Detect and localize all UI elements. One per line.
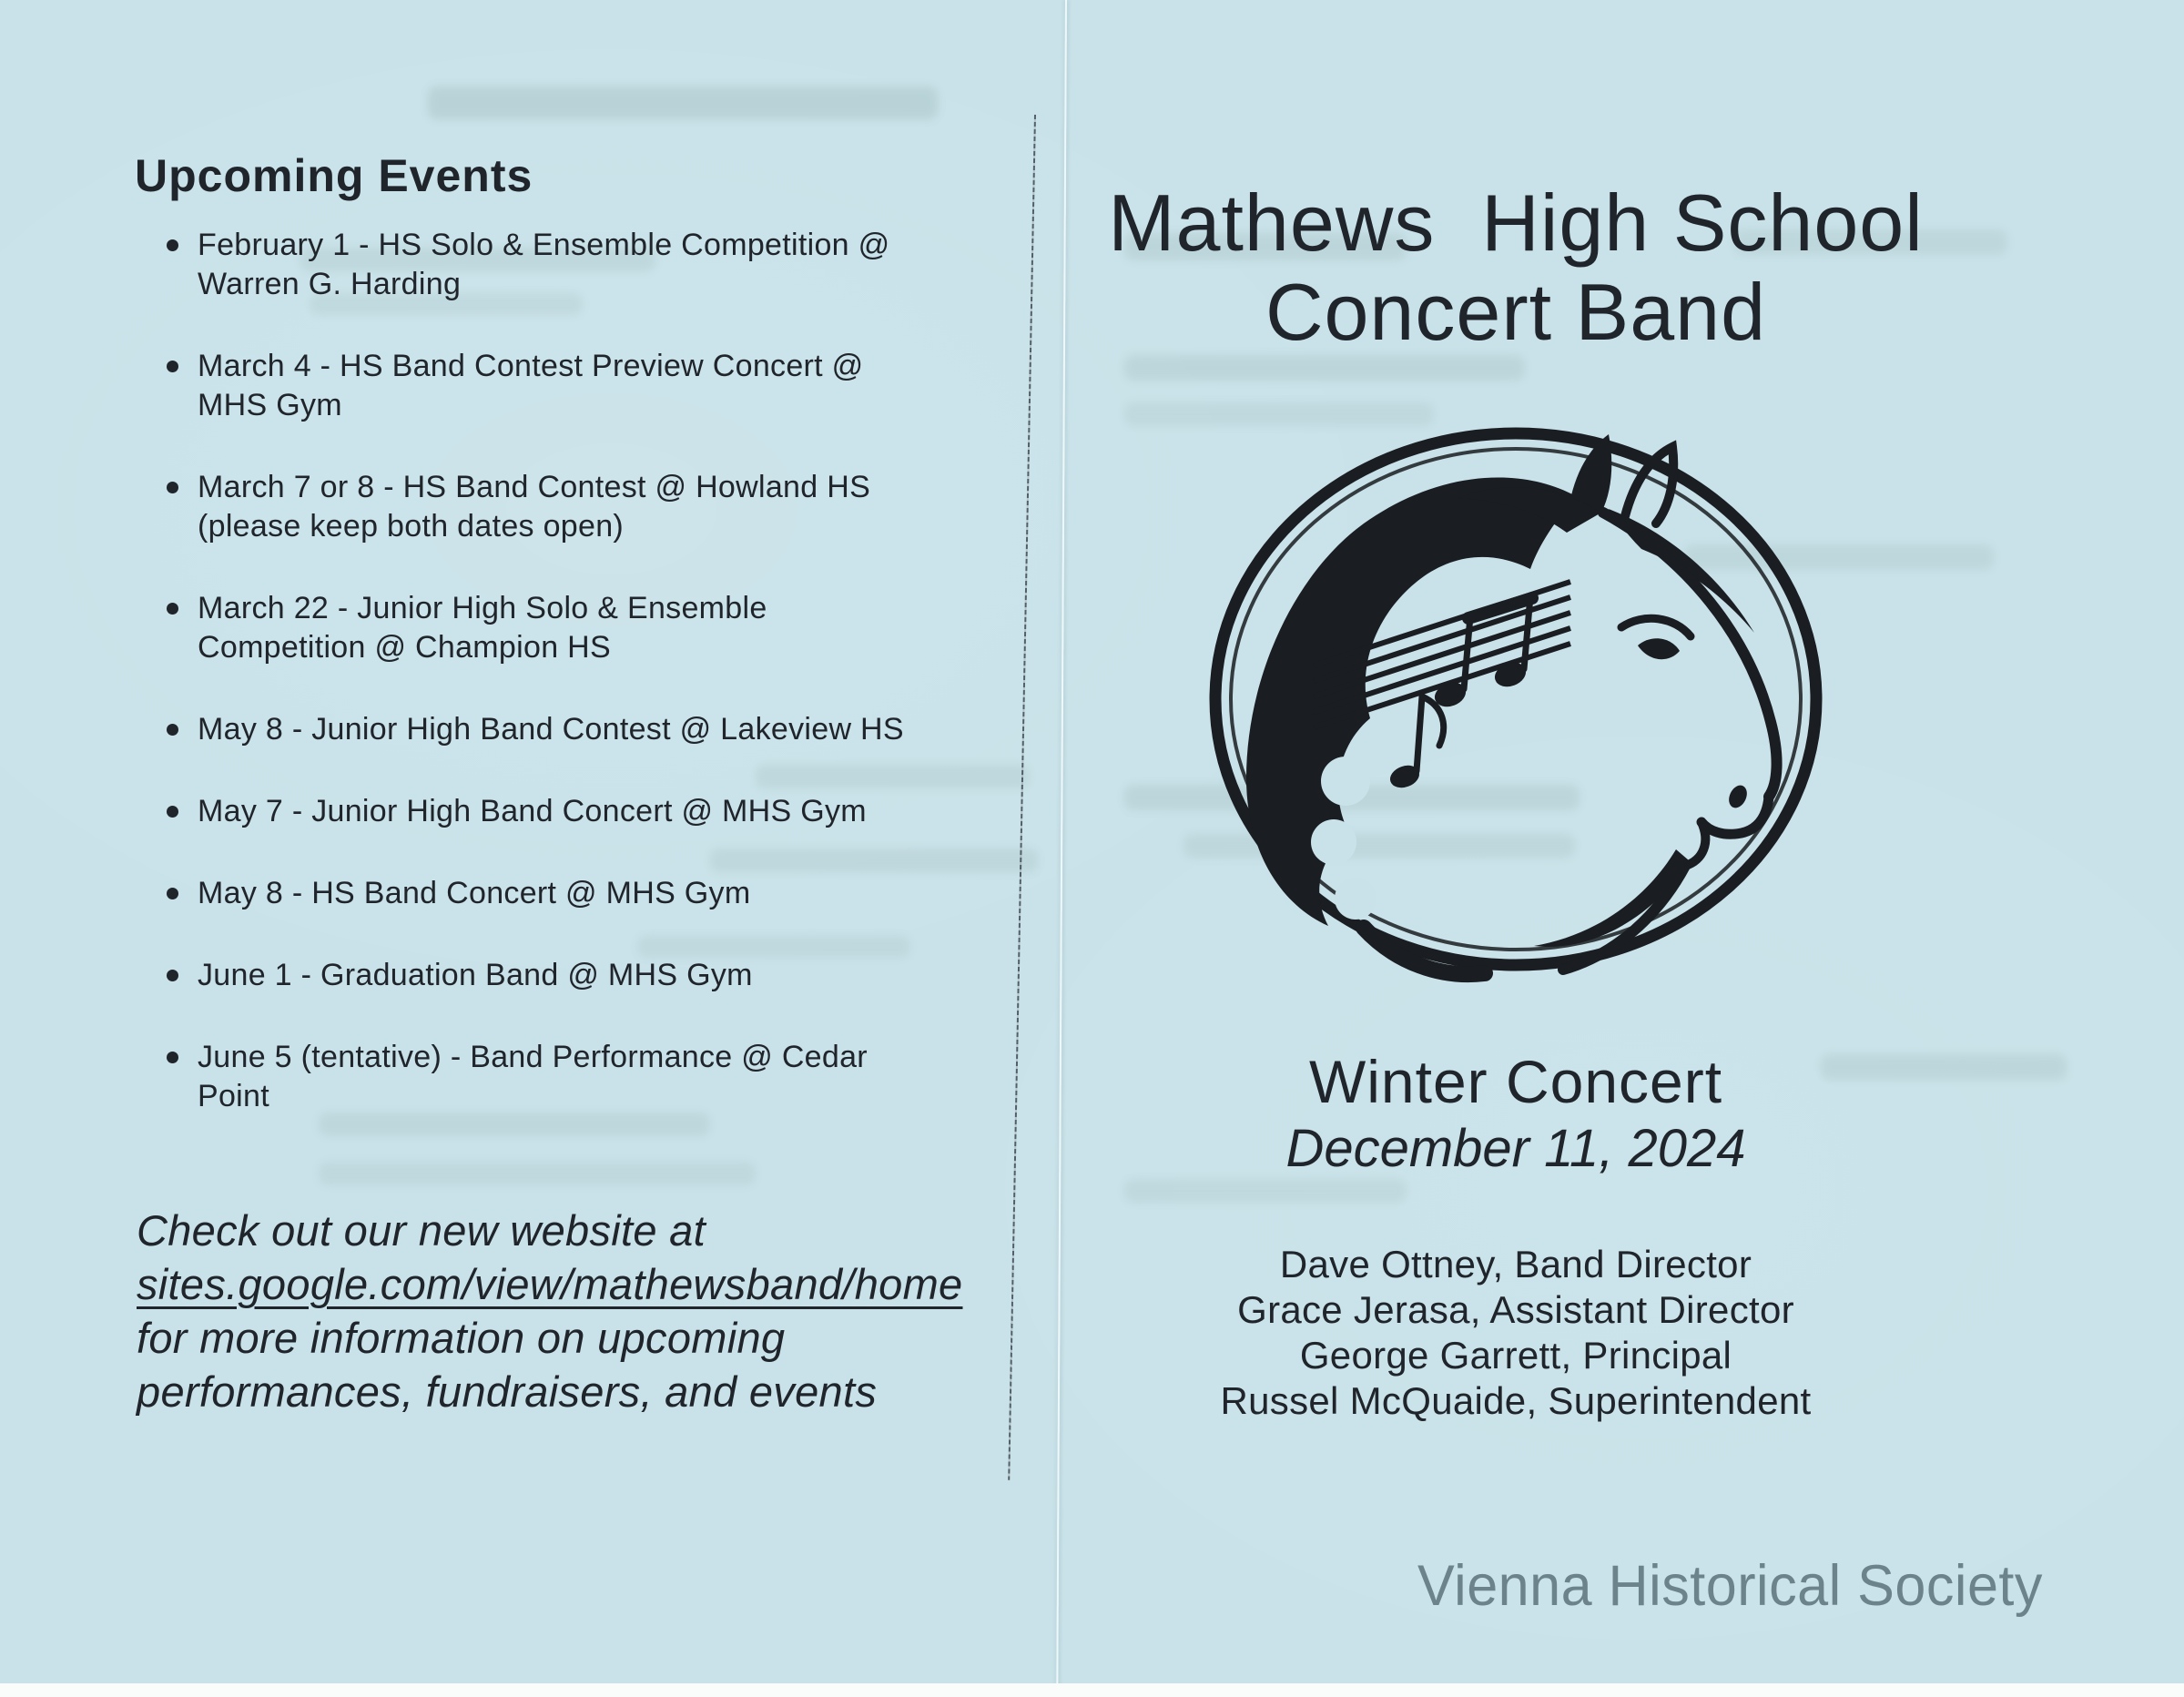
program-title-line1: Mathews High School (1108, 178, 1924, 268)
event-item (157, 589, 1049, 667)
event-item (157, 468, 1049, 546)
program-title (1056, 178, 1976, 357)
bleedthrough-smudge (319, 1162, 756, 1185)
event-date: December 11, 2024 (1285, 1119, 1746, 1178)
events-list (157, 226, 1049, 1159)
event-text: June 1 - Graduation Band @ MHS Gym (198, 958, 753, 992)
event-item (157, 956, 1049, 995)
event-item (157, 1038, 1049, 1116)
event-item (157, 874, 1049, 913)
scan-edge (0, 1683, 2184, 1697)
event-text: March 4 - HS Band Contest Preview Concert @ MHS Gym (198, 349, 864, 422)
bullet-dot-icon (167, 482, 178, 493)
event-text: March 7 or 8 - HS Band Contest @ Howland HS (please keep both dates open) (198, 470, 871, 544)
event-item (157, 226, 1049, 304)
mustang-head-music-notes-logo-icon (1177, 422, 1854, 977)
bleedthrough-smudge (1124, 1179, 1407, 1203)
staff-credit: George Garrett, Principal (1299, 1334, 1732, 1377)
bullet-dot-icon (167, 724, 178, 736)
bullet-dot-icon (167, 888, 178, 899)
event-text: May 8 - Junior High Band Contest @ Lakeview HS (198, 712, 904, 747)
upcoming-events-heading: Upcoming Events (135, 149, 533, 201)
bullet-dot-icon (167, 1052, 178, 1063)
website-note-line-1: Check out our new website at (137, 1206, 706, 1255)
program-title-line2: Concert Band (1265, 267, 1767, 357)
staff-credit: Dave Ottney, Band Director (1279, 1243, 1752, 1285)
website-note-line-4: performances, fundraisers, and events (137, 1367, 878, 1416)
bullet-dot-icon (167, 603, 178, 615)
bullet-dot-icon (167, 806, 178, 818)
event-name: Winter Concert (1308, 1048, 1723, 1115)
bullet-dot-icon (167, 361, 178, 372)
event-item (157, 710, 1049, 749)
staff-credit: Grace Jerasa, Assistant Director (1237, 1288, 1794, 1331)
website-url: sites.google.com/view/mathewsband/home (137, 1260, 963, 1308)
bullet-dot-icon (167, 239, 178, 251)
bleedthrough-smudge (1124, 355, 1525, 381)
staff-credit: Russel McQuaide, Superintendent (1220, 1379, 1812, 1422)
bullet-dot-icon (167, 970, 178, 981)
watermark: Vienna Historical Society (1417, 1554, 2043, 1618)
event-item (157, 792, 1049, 831)
bleedthrough-smudge (428, 86, 938, 119)
event-text: June 5 (tentative) - Band Performance @ Cedar Point (198, 1040, 868, 1113)
event-text: February 1 - HS Solo & Ensemble Competition @ Warren G. Harding (198, 228, 890, 301)
staff-credits (1056, 1242, 1976, 1424)
website-note-line-3: for more information on upcoming (137, 1314, 786, 1362)
event-text: March 22 - Junior High Solo & Ensemble Competition @ Champion HS (198, 591, 767, 665)
website-note (137, 1204, 962, 1418)
event-text: May 8 - HS Band Concert @ MHS Gym (198, 876, 751, 910)
event-item (157, 347, 1049, 425)
event-text: May 7 - Junior High Band Concert @ MHS Gym (198, 794, 867, 828)
